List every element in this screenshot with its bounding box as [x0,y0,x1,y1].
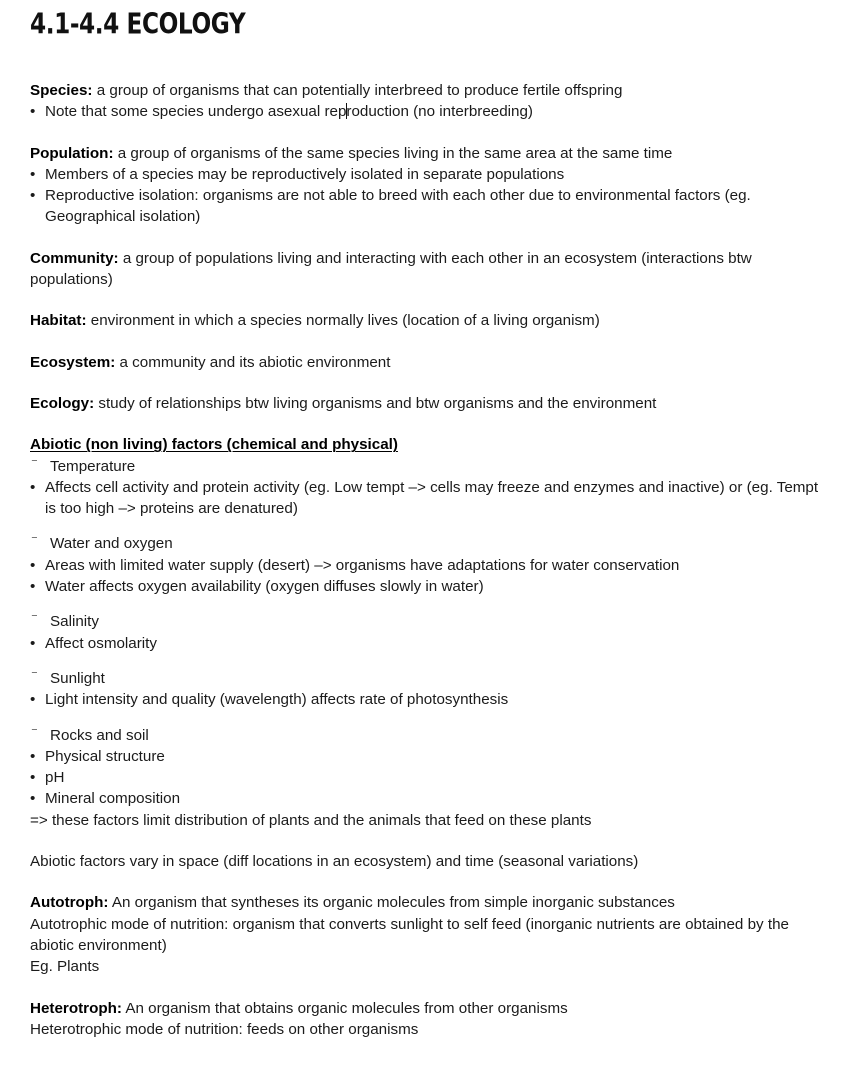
abiotic-sunlight-point-1 [30,689,830,710]
spacer [30,711,830,725]
species-definition: a group of organisms that can potentially interbreed to produce fertile offspring [92,82,623,99]
bullet-icon: • [30,165,36,183]
spacer [30,519,830,533]
abiotic-rocks-point-3 [30,788,830,809]
bullet-icon: • [30,578,36,596]
page-title: 4.1-4.4 ECOLOGY [30,8,246,41]
population-bullet-2 [30,185,830,228]
habitat-term: Habitat: [30,312,87,330]
abiotic-group-temperature-name: Temperature [50,457,136,475]
dash-icon: ⁻ [31,610,38,626]
abiotic-group-salinity [30,611,830,632]
abiotic-sunlight-point-1-text: Light intensity and quality (wavelength) affects rate of photosynthesis [45,691,509,709]
heterotroph-definition: An organism that obtains organic molecules from other organisms [121,999,568,1017]
section-abiotic-factors [30,434,830,831]
heterotroph-definition-line [30,998,830,1019]
bullet-icon: • [30,691,36,709]
section-abiotic-note [30,851,830,872]
abiotic-water-point-1 [30,555,830,576]
habitat-definition: environment in which a species normally lives (location of a living organism) [86,312,600,330]
spacer [30,654,830,668]
abiotic-rocks-point-2-text: pH [45,769,65,787]
section-habitat [30,310,830,331]
bullet-icon: • [30,478,36,496]
population-bullet-2-text: Reproductive isolation: organisms are not able to breed with each other due to environmental factors (eg. Geographical isolation) [45,187,756,226]
spacer [30,597,830,611]
section-population [30,143,830,228]
abiotic-group-sunlight [30,668,830,689]
bullet-icon: • [30,187,36,205]
abiotic-temperature-point-1 [30,477,830,520]
document-body[interactable] [30,80,830,1040]
abiotic-temperature-point-1-text: Affects cell activity and protein activity (eg. Low tempt –> cells may freeze and enzymes and inactive) or (eg. Tempt is too high –> proteins are denatured) [45,478,823,518]
abiotic-note-text: Abiotic factors vary in space (diff locations in an ecosystem) and time (seasonal variations) [30,853,639,871]
section-autotroph [30,892,830,977]
species-bullet-1-text-after-caret: roduction (no interbreeding) [346,103,533,121]
population-definition-line [30,143,830,164]
population-term: Population: [30,144,114,162]
abiotic-water-point-1-text: Areas with limited water supply (desert) –> organisms have adaptations for water conservation [45,556,680,574]
abiotic-group-temperature [30,456,830,477]
autotroph-definition-line [30,892,830,913]
bullet-icon: • [30,747,36,765]
bullet-icon: • [30,790,36,808]
autotroph-definition: An organism that syntheses its organic molecules from simple inorganic substances [108,894,675,912]
abiotic-group-rocks-soil [30,725,830,746]
heterotroph-mode: Heterotrophic mode of nutrition: feeds on other organisms [30,1020,419,1038]
dash-icon: ⁻ [31,666,38,682]
bullet-icon: • [30,556,36,574]
autotroph-example: Eg. Plants [30,958,100,976]
abiotic-rocks-point-2 [30,767,830,788]
abiotic-group-water-oxygen [30,533,830,554]
bullet-icon: • [30,103,36,121]
ecology-definition-line [30,393,830,414]
community-definition-line [30,248,830,291]
abiotic-group-salinity-name: Salinity [50,613,99,631]
species-term: Species: [30,82,93,99]
ecology-term: Ecology: [30,394,95,412]
abiotic-group-water-oxygen-name: Water and oxygen [50,535,173,553]
heterotroph-term: Heterotroph: [30,999,122,1017]
population-bullet-1-text: Members of a species may be reproductively isolated in separate populations [45,165,565,183]
community-definition: a group of populations living and interacting with each other in an ecosystem (interactions btw populations) [30,249,757,289]
autotroph-mode: Autotrophic mode of nutrition: organism that converts sunlight to self feed (inorganic nutrients are obtained by the abiotic environment) [30,915,794,954]
abiotic-heading-text: Abiotic (non living) factors (chemical and physical) [30,436,398,454]
abiotic-conclusion: => these factors limit distribution of plants and the animals that feed on these plants [30,811,592,829]
abiotic-rocks-point-3-text: Mineral composition [45,790,181,808]
section-ecology [30,393,830,414]
dash-icon: ⁻ [31,454,38,470]
abiotic-group-rocks-soil-name: Rocks and soil [50,726,149,744]
abiotic-rocks-point-1 [30,746,830,767]
abiotic-water-point-2-text: Water affects oxygen availability (oxygen diffuses slowly in water) [45,578,484,596]
species-definition-line [30,80,830,101]
bullet-icon: • [30,634,36,652]
dash-icon: ⁻ [31,723,38,739]
ecology-definition: study of relationships btw living organisms and btw organisms and the environment [94,394,657,412]
species-bullet-1-text-before-caret: Note that some species undergo asexual rep [45,103,347,121]
abiotic-heading [30,434,830,455]
abiotic-salinity-point-1-text: Affect osmolarity [45,634,157,652]
ecosystem-term: Ecosystem: [30,353,116,371]
dash-icon: ⁻ [31,532,38,548]
ecosystem-definition: a community and its abiotic environment [115,353,391,371]
abiotic-water-point-2 [30,576,830,597]
section-species [30,80,830,123]
population-definition: a group of organisms of the same species living in the same area at the same time [113,144,673,162]
community-term: Community: [30,249,119,267]
ecosystem-definition-line [30,352,830,373]
abiotic-group-sunlight-name: Sunlight [50,669,105,687]
section-heterotroph [30,998,830,1041]
abiotic-salinity-point-1 [30,633,830,654]
section-community [30,248,830,291]
population-bullet-1 [30,164,830,185]
section-ecosystem [30,352,830,373]
bullet-icon: • [30,769,36,787]
autotroph-term: Autotroph: [30,894,109,912]
species-bullet-1 [30,101,830,122]
habitat-definition-line [30,310,830,331]
abiotic-rocks-point-1-text: Physical structure [45,747,165,765]
